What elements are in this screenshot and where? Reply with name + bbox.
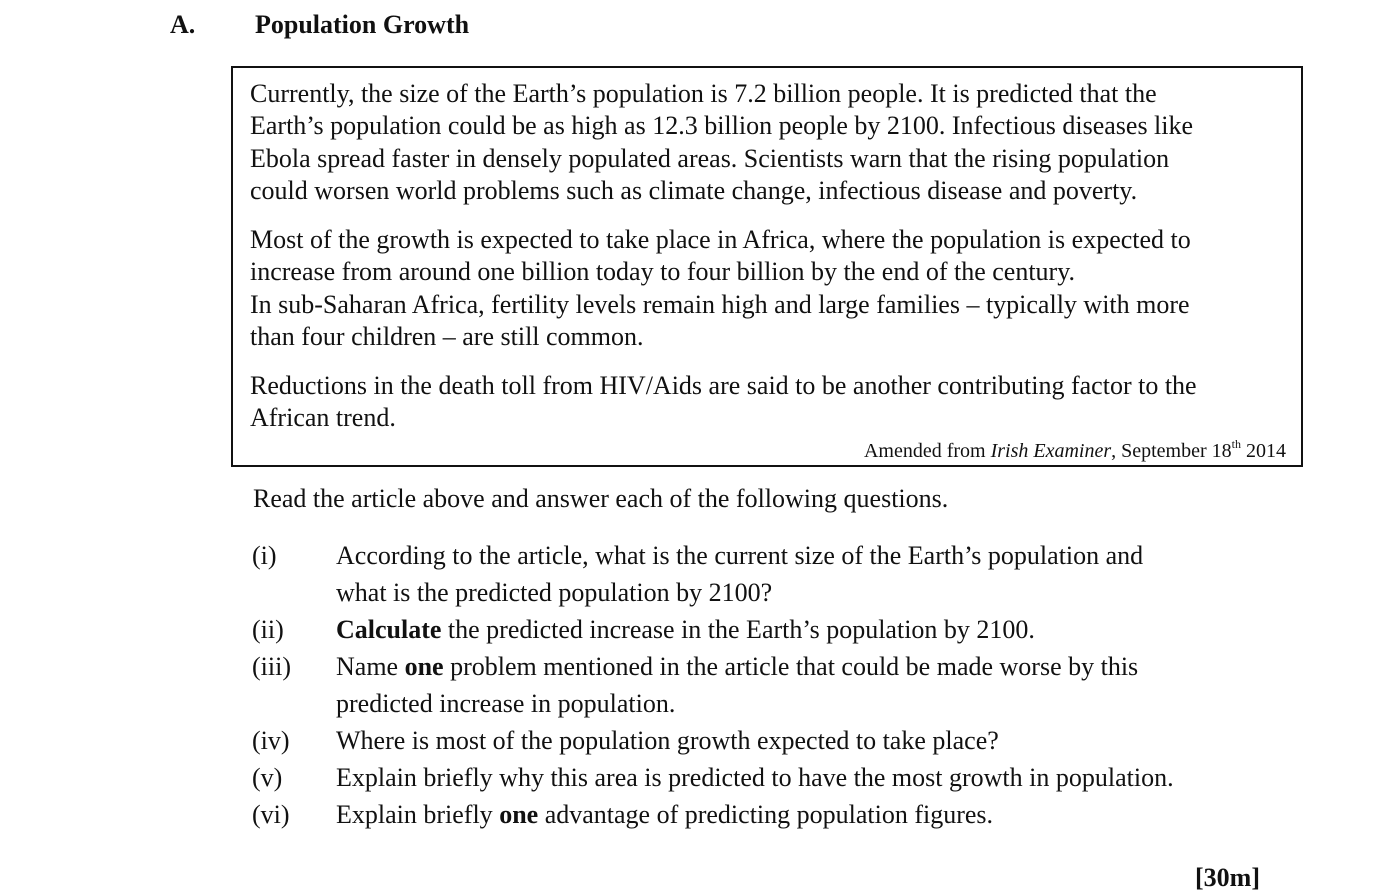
question-keyword: one xyxy=(404,652,444,681)
question-number: (ii) xyxy=(252,615,284,644)
question-rest: the predicted increase in the Earth’s population by 2100. xyxy=(441,615,1035,644)
question-post: problem mentioned in the article that could be made worse by this xyxy=(443,652,1139,681)
question-line: predicted increase in population. xyxy=(336,689,676,718)
question-line: what is the predicted population by 2100? xyxy=(336,578,773,607)
article-paragraph-2 xyxy=(250,224,1295,353)
question-number: (vi) xyxy=(252,800,290,829)
question-line: According to the article, what is the current size of the Earth’s population and xyxy=(336,541,1144,570)
instructions: Read the article above and answer each of the following questions. xyxy=(253,484,949,513)
question-keyword: one xyxy=(499,800,539,829)
question-text xyxy=(336,796,993,833)
question-text xyxy=(336,537,1143,611)
article-line: Reductions in the death toll from HIV/Aids are said to be another contributing factor to the xyxy=(250,371,1197,400)
article-line: than four children – are still common. xyxy=(250,321,644,351)
question-number: (iii) xyxy=(252,652,291,681)
source-ordinal: th xyxy=(1231,437,1241,451)
article-line: Most of the growth is expected to take place in Africa, where the population is expected to xyxy=(250,225,1191,254)
question-post: advantage of predicting population figures. xyxy=(538,800,994,829)
article-paragraph-1 xyxy=(250,78,1295,207)
article-box xyxy=(231,66,1303,467)
article-line: In sub-Saharan Africa, fertility levels remain high and large families – typically with more xyxy=(250,289,1190,319)
question-text xyxy=(336,648,1138,722)
source-publication: Irish Examiner xyxy=(990,440,1112,462)
article-paragraph-3 xyxy=(250,370,1295,435)
article-source xyxy=(864,431,1286,464)
question-text xyxy=(336,611,1035,648)
question-text: Explain briefly why this area is predicted to have the most growth in population. xyxy=(336,763,1174,792)
question-text: Where is most of the population growth expected to take place? xyxy=(336,726,999,755)
question-pre: Explain briefly xyxy=(336,800,500,829)
article-line: increase from around one billion today to four billion by the end of the century. xyxy=(250,257,1076,287)
article-line: Earth’s population could be as high as 12.3 billion people by 2100. Infectious diseases like xyxy=(250,111,1194,141)
source-prefix: Amended from xyxy=(863,440,991,462)
article-line: African trend. xyxy=(250,403,396,433)
source-date: , September 18 xyxy=(1111,440,1232,462)
article-line: could worsen world problems such as climate change, infectious disease and poverty. xyxy=(250,175,1138,205)
question-line xyxy=(336,648,1138,685)
question-number: (v) xyxy=(252,763,283,792)
marks-total: [30m] xyxy=(1195,863,1260,892)
section-title: Population Growth xyxy=(255,10,470,39)
question-number: (iv) xyxy=(252,726,290,755)
article-line: Ebola spread faster in densely populated areas. Scientists warn that the rising population xyxy=(250,143,1170,173)
section-letter: A. xyxy=(170,10,196,39)
question-pre: Name xyxy=(336,652,405,681)
source-year: 2014 xyxy=(1241,440,1286,462)
article-line: Currently, the size of the Earth’s population is 7.2 billion people. It is predicted that the xyxy=(250,79,1157,108)
question-number: (i) xyxy=(252,541,277,570)
question-keyword: Calculate xyxy=(336,615,442,644)
